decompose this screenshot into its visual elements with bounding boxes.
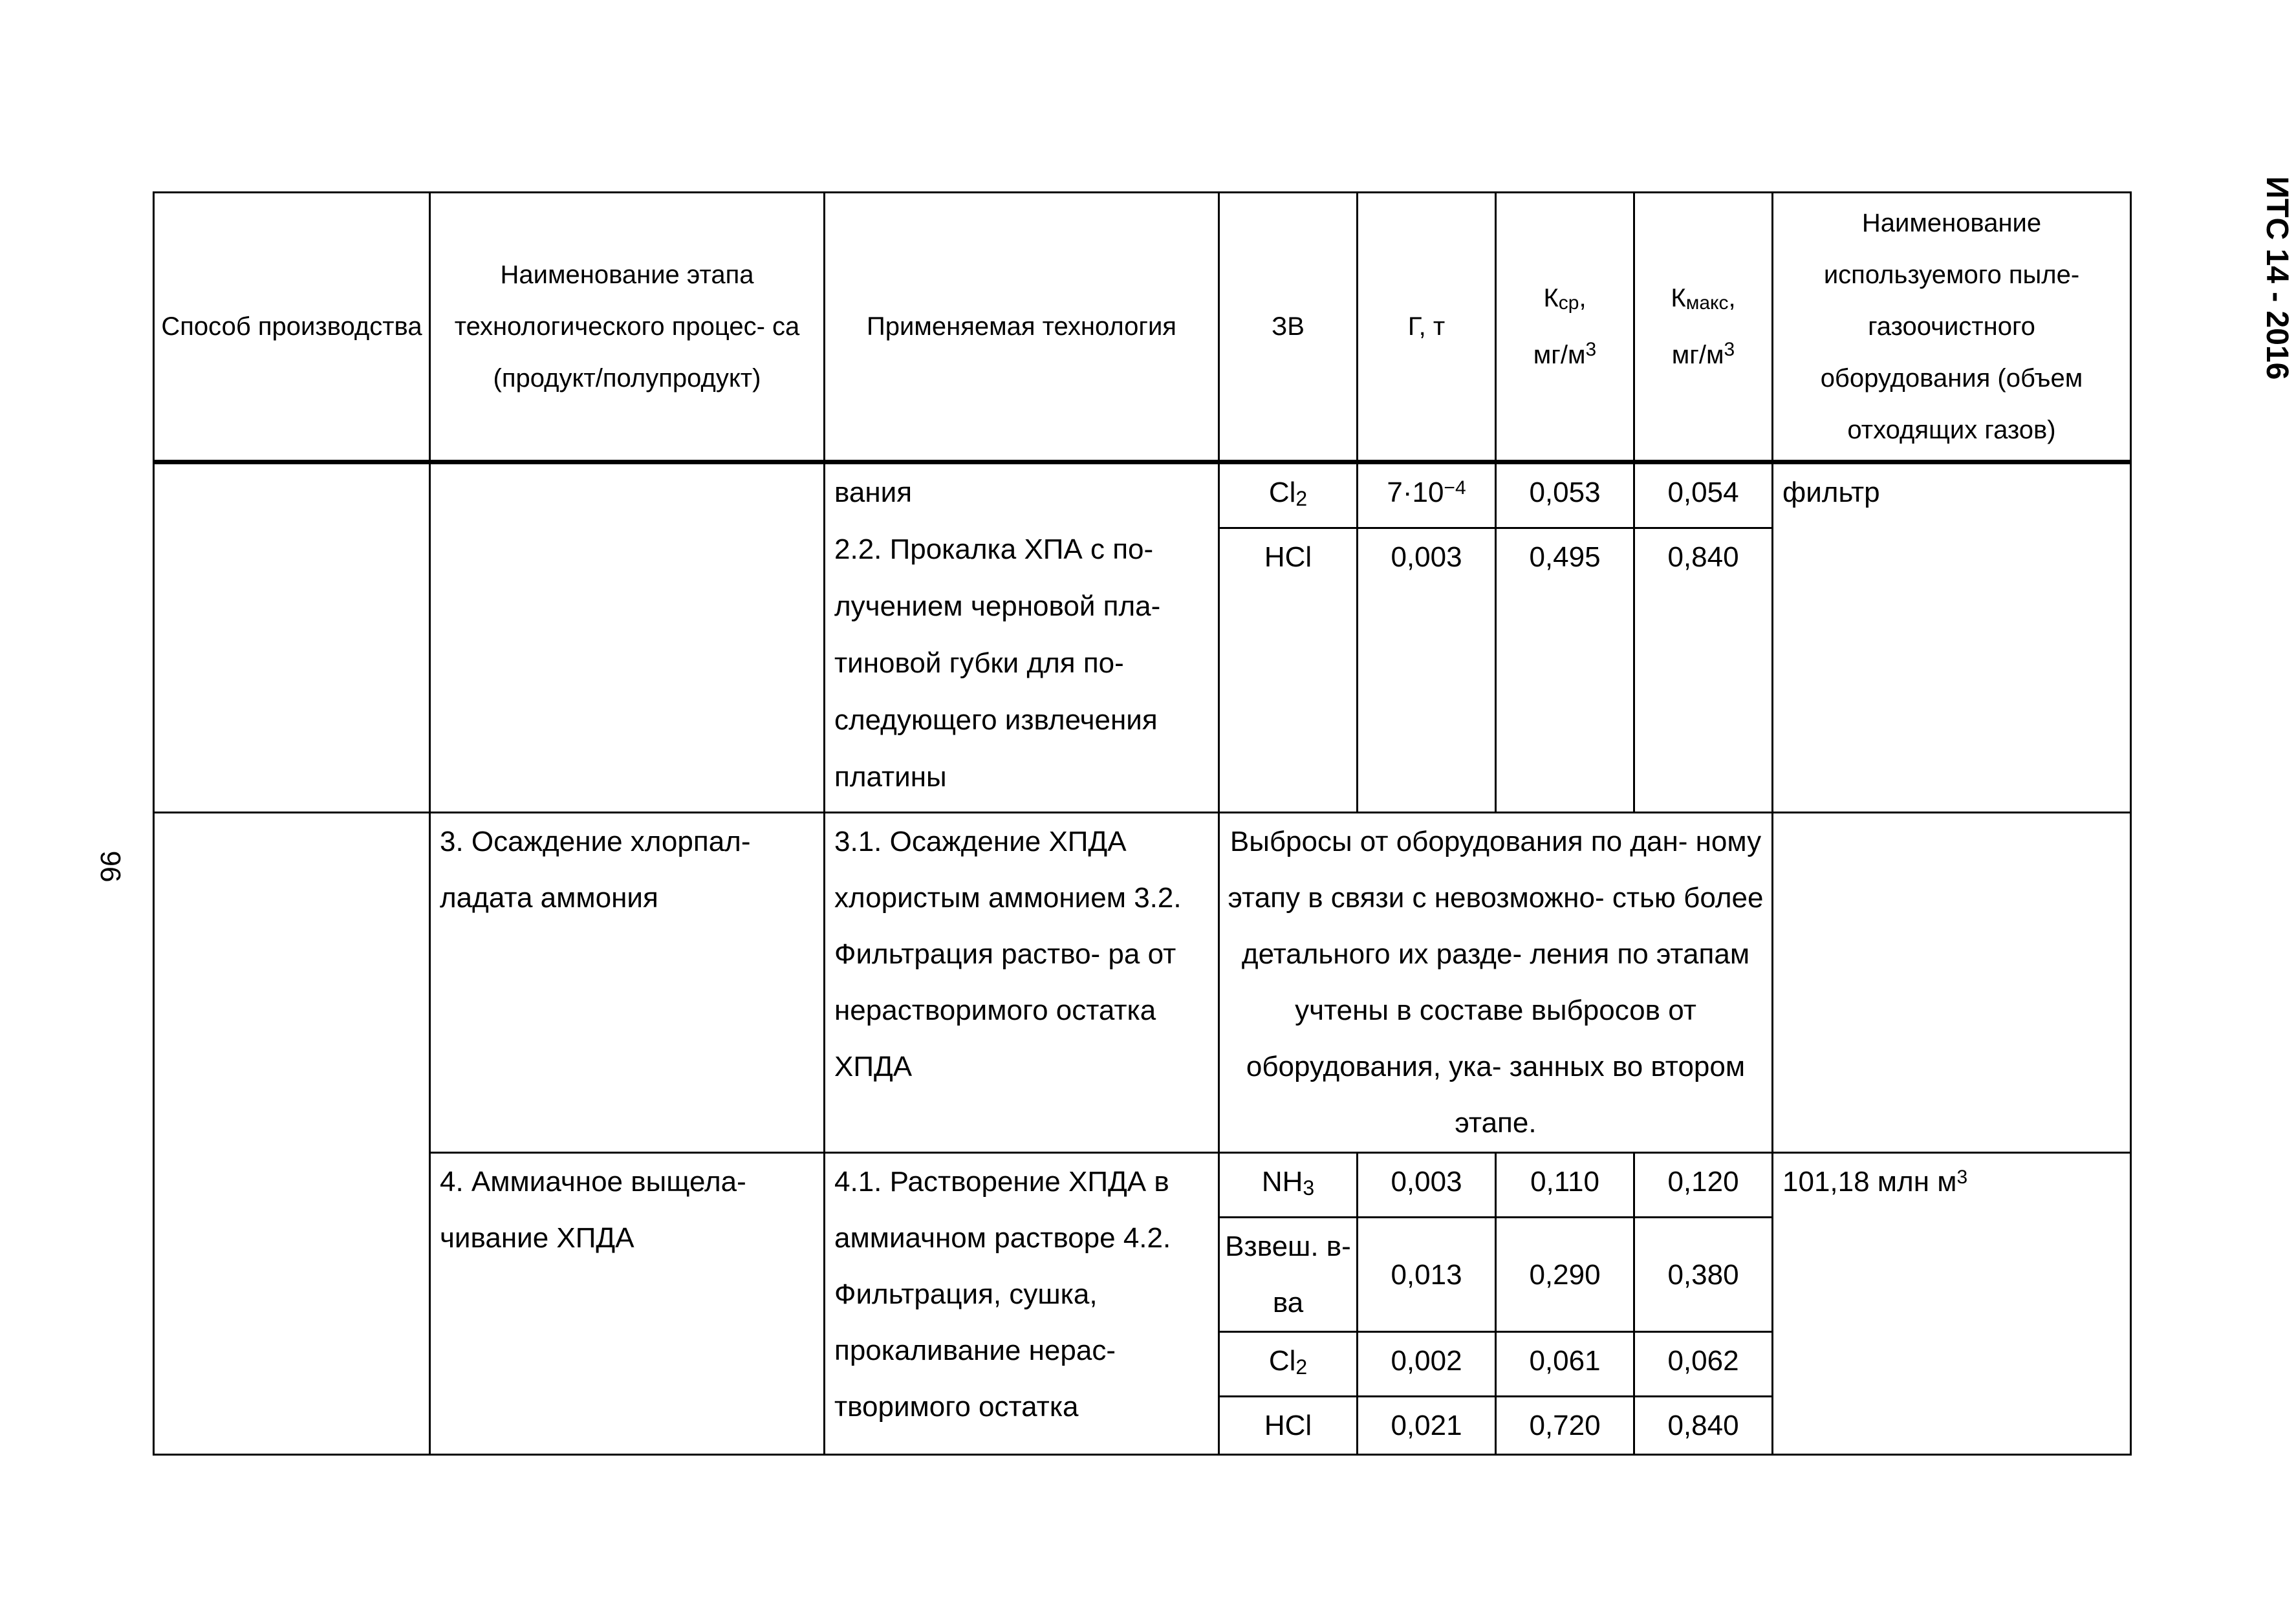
- col-header-equipment: Наименование используемого пыле-газоочистного оборудования (объем отходящих газов): [1773, 193, 2131, 462]
- cell-equipment: фильтр: [1773, 462, 2131, 813]
- cell-equipment: 101,18 млн $м^3$: [1773, 1153, 2131, 1455]
- cell-k-avg: 0,110: [1496, 1153, 1634, 1218]
- cell-g: 0,003: [1358, 528, 1496, 813]
- cell-method: [154, 462, 430, 813]
- cell-g: 0,002: [1358, 1332, 1496, 1397]
- col-header-method: Способ производства: [154, 193, 430, 462]
- cell-pollutant: HCl: [1219, 528, 1358, 813]
- cell-g: 0,013: [1358, 1218, 1496, 1332]
- cell-k-avg: 0,053: [1496, 462, 1634, 528]
- cell-k-avg: 0,290: [1496, 1218, 1634, 1332]
- cell-pollutant: $Cl_2$: [1219, 1332, 1358, 1397]
- cell-k-max: 0,840: [1634, 528, 1773, 813]
- page-number: 96: [94, 850, 126, 883]
- cell-emissions-note: Выбросы от оборудования по дан- ному этапу в связи с невозможно- стью более детального их разде- ления по этапам учтены в составе выбросов от оборудования, ука- занных во втором этапе.: [1219, 813, 1773, 1153]
- cell-k-max: 0,062: [1634, 1332, 1773, 1397]
- cell-k-max: 0,054: [1634, 462, 1773, 528]
- col-header-k-max: $К_{макс}$, $мг/м^3$: [1634, 193, 1773, 462]
- cell-k-avg: 0,495: [1496, 528, 1634, 813]
- cell-stage: 4. Аммиачное выщела- чивание ХПДА: [430, 1153, 825, 1455]
- cell-stage: [430, 462, 825, 813]
- cell-pollutant: Взвеш. в-ва: [1219, 1218, 1358, 1332]
- table-header-row: [154, 193, 2131, 462]
- table-row: [154, 813, 2131, 1153]
- cell-pollutant: $NH_3$: [1219, 1153, 1358, 1218]
- col-header-technology: Применяемая технология: [825, 193, 1219, 462]
- col-header-g: Г, т: [1358, 193, 1496, 462]
- cell-k-avg: 0,720: [1496, 1397, 1634, 1455]
- cell-pollutant: HCl: [1219, 1397, 1358, 1455]
- cell-k-avg: 0,061: [1496, 1332, 1634, 1397]
- cell-g: $7\cdot 10^{-4}$: [1358, 462, 1496, 528]
- cell-technology: 4.1. Растворение ХПДА в аммиачном растворе 4.2. Фильтрация, сушка, прокаливание нерас- творимого остатка: [825, 1153, 1219, 1455]
- cell-technology: 3.1. Осаждение ХПДА хлористым аммонием 3.2. Фильтрация раство- ра от нерастворимого остатка ХПДА: [825, 813, 1219, 1153]
- cell-method: [154, 813, 430, 1455]
- cell-equipment: [1773, 813, 2131, 1153]
- table-row: [154, 462, 2131, 528]
- document-header: ИТС 14 - 2016: [2260, 176, 2294, 380]
- cell-g: 0,021: [1358, 1397, 1496, 1455]
- col-header-k-avg: $К_{ср}$, $мг/м^3$: [1496, 193, 1634, 462]
- cell-k-max: 0,120: [1634, 1153, 1773, 1218]
- cell-stage: 3. Осаждение хлорпал- ладата аммония: [430, 813, 825, 1153]
- col-header-pollutant: ЗВ: [1219, 193, 1358, 462]
- col-header-stage: Наименование этапа технологического процес- са (продукт/полупродукт): [430, 193, 825, 462]
- cell-g: 0,003: [1358, 1153, 1496, 1218]
- cell-technology: вания 2.2. Прокалка ХПА с по- лучением черновой пла- тиновой губки для по- следующего извлечения платины: [825, 462, 1219, 813]
- cell-k-max: 0,380: [1634, 1218, 1773, 1332]
- cell-k-max: 0,840: [1634, 1397, 1773, 1455]
- cell-pollutant: $Cl_2$: [1219, 462, 1358, 528]
- table-row: [154, 1153, 2131, 1218]
- emissions-table: [153, 191, 2132, 1456]
